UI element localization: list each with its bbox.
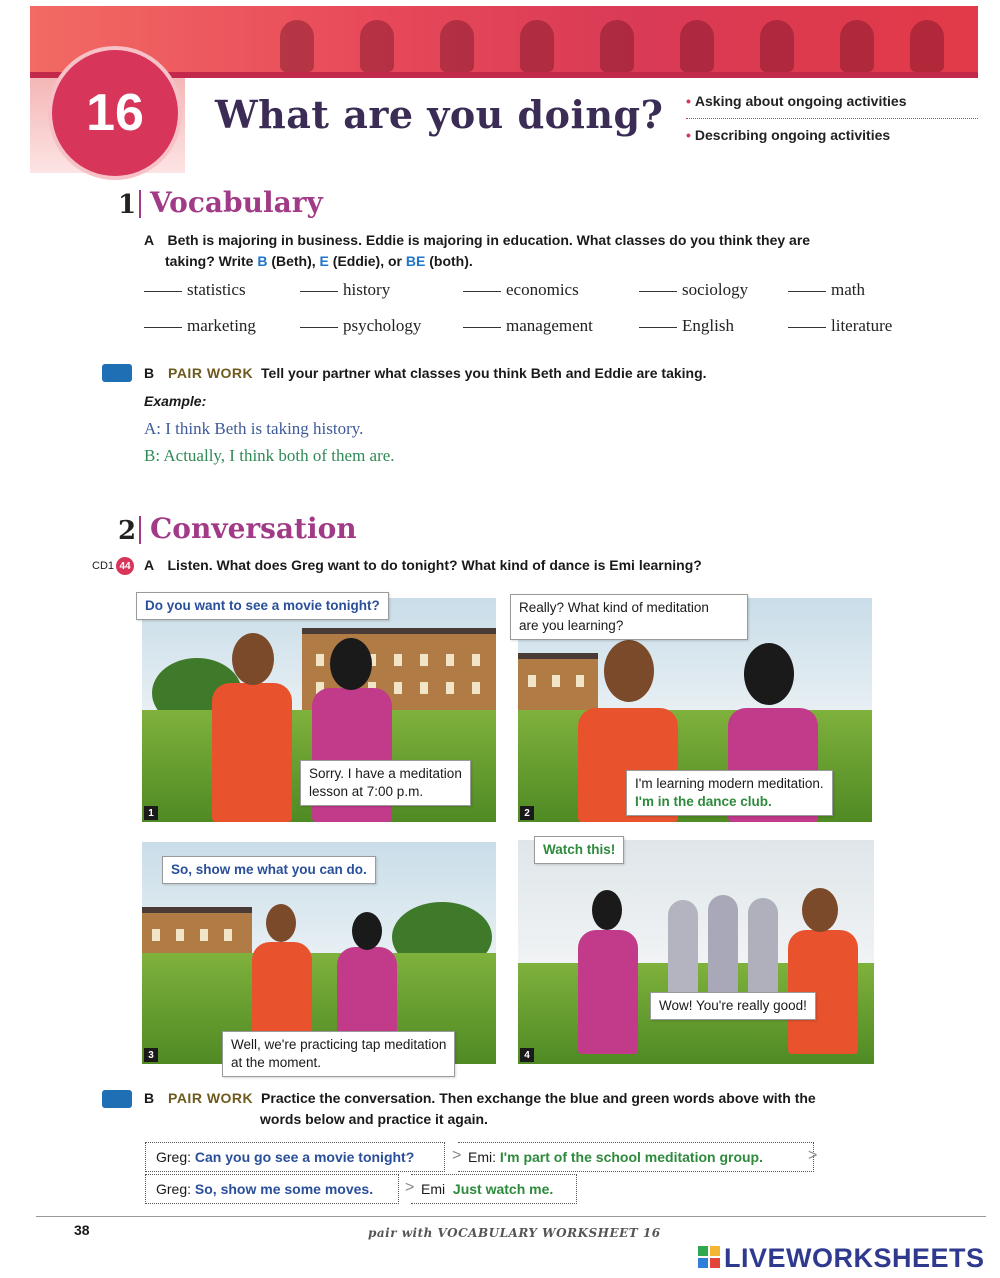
speech-bubble: Watch this!: [534, 836, 624, 864]
instruction-b: B PAIR WORK Tell your partner what classes you think Beth and Eddie are taking.: [144, 365, 707, 381]
pair-work-icon: [102, 1090, 132, 1108]
emi-head: [744, 643, 794, 705]
section-divider: [139, 516, 141, 544]
vocab-item[interactable]: marketing: [144, 316, 256, 336]
answer-blank[interactable]: [463, 291, 501, 292]
unit-number-badge: 16: [52, 50, 178, 176]
answer-blank[interactable]: [300, 327, 338, 328]
vocab-item[interactable]: history: [300, 280, 390, 300]
speech-bubble: Really? What kind of meditation are you learning?: [510, 594, 748, 640]
speech-bubble: So, show me what you can do.: [162, 856, 376, 884]
silhouette-icon: [520, 20, 554, 72]
goal-item: • Describing ongoing activities: [686, 127, 891, 143]
pair-with-note: pair with VOCABULARY WORKSHEET 16: [368, 1226, 661, 1240]
speech-bubble: Do you want to see a movie tonight?: [136, 592, 389, 620]
chevron-right-icon: >: [808, 1147, 818, 1164]
header-banner: [30, 6, 978, 78]
vocab-item[interactable]: math: [788, 280, 865, 300]
chevron-right-icon: >: [452, 1147, 462, 1164]
panel-number: 1: [144, 806, 158, 820]
section-divider: [139, 190, 141, 218]
answer-blank[interactable]: [639, 327, 677, 328]
answer-blank[interactable]: [144, 327, 182, 328]
speech-bubble: Sorry. I have a meditation lesson at 7:00 p.m.: [300, 760, 471, 806]
silhouette-icon: [440, 20, 474, 72]
answer-blank[interactable]: [639, 291, 677, 292]
unit-title: What are you doing?: [215, 92, 664, 137]
emi-head: [330, 638, 372, 690]
silhouette-icon: [280, 20, 314, 72]
section-number: 1: [118, 190, 137, 220]
bullet-icon: •: [686, 93, 691, 109]
liveworksheets-logo[interactable]: LIVEWORKSHEETS: [724, 1243, 985, 1273]
cd-track-icon[interactable]: 44: [116, 557, 134, 575]
crowd-figure: [748, 898, 778, 998]
comic-panel-4: [518, 840, 874, 1064]
practice-cell: Greg: Can you go see a movie tonight?: [145, 1142, 445, 1172]
crowd-figure: [668, 900, 698, 1000]
emi-head: [592, 890, 622, 930]
speech-bubble: Wow! You're really good!: [650, 992, 816, 1020]
silhouette-icon: [910, 20, 944, 72]
panel-number: 4: [520, 1048, 534, 1062]
chevron-right-icon: >: [405, 1179, 415, 1196]
section-title: Conversation: [150, 512, 357, 545]
speech-bubble: Well, we're practicing tap meditation at the moment.: [222, 1031, 455, 1077]
answer-blank[interactable]: [300, 291, 338, 292]
crowd-figure: [708, 895, 738, 1000]
practice-cell: Emi Just watch me.: [411, 1174, 577, 1204]
silhouette-icon: [760, 20, 794, 72]
answer-blank[interactable]: [788, 327, 826, 328]
greg-head: [266, 904, 296, 942]
silhouette-icon: [840, 20, 874, 72]
instruction-a: A Beth is majoring in business. Eddie is majoring in education. What classes do you think they are: [144, 232, 811, 248]
emi-figure: [578, 930, 638, 1054]
liveworksheets-logo-icon: [698, 1246, 720, 1268]
cd-label: CD1: [92, 560, 115, 572]
bullet-icon: •: [686, 127, 691, 143]
vocab-item[interactable]: English: [639, 316, 734, 336]
greg-figure: [212, 683, 292, 822]
answer-blank[interactable]: [463, 327, 501, 328]
footer-divider: [36, 1216, 986, 1217]
greg-head: [232, 633, 274, 685]
answer-blank[interactable]: [144, 291, 182, 292]
answer-blank[interactable]: [788, 291, 826, 292]
goal-divider: [686, 118, 978, 119]
silhouette-icon: [680, 20, 714, 72]
speech-bubble: I'm learning modern meditation. I'm in the dance club.: [626, 770, 833, 816]
vocab-item[interactable]: statistics: [144, 280, 246, 300]
example-line-b: B: Actually, I think both of them are.: [144, 446, 395, 465]
instruction-conv-a: A Listen. What does Greg want to do tonight? What kind of dance is Emi learning?: [144, 557, 702, 573]
section-number: 2: [118, 516, 137, 546]
example-line-a: A: I think Beth is taking history.: [144, 419, 364, 438]
instruction-conv-b: B PAIR WORK Practice the conversation. Then exchange the blue and green words above with the: [144, 1090, 816, 1106]
goal-item: • Asking about ongoing activities: [686, 93, 907, 109]
example-label: Example:: [144, 393, 207, 409]
emi-head: [352, 912, 382, 950]
silhouette-icon: [360, 20, 394, 72]
greg-head: [802, 888, 838, 932]
pair-work-icon: [102, 364, 132, 382]
vocab-item[interactable]: economics: [463, 280, 579, 300]
instruction-a-cont: taking? Write B (Beth), E (Eddie), or BE (both).: [165, 253, 473, 269]
panel-number: 3: [144, 1048, 158, 1062]
greg-head: [604, 640, 654, 702]
section-title: Vocabulary: [150, 186, 323, 219]
vocab-item[interactable]: sociology: [639, 280, 748, 300]
vocab-item[interactable]: psychology: [300, 316, 421, 336]
vocab-item[interactable]: management: [463, 316, 593, 336]
page-number: 38: [74, 1222, 90, 1238]
practice-cell: Greg: So, show me some moves.: [145, 1174, 399, 1204]
instruction-conv-b-cont: words below and practice it again.: [260, 1111, 488, 1127]
vocab-item[interactable]: literature: [788, 316, 892, 336]
practice-cell: Emi: I'm part of the school meditation group.: [458, 1142, 814, 1172]
panel-number: 2: [520, 806, 534, 820]
silhouette-icon: [600, 20, 634, 72]
